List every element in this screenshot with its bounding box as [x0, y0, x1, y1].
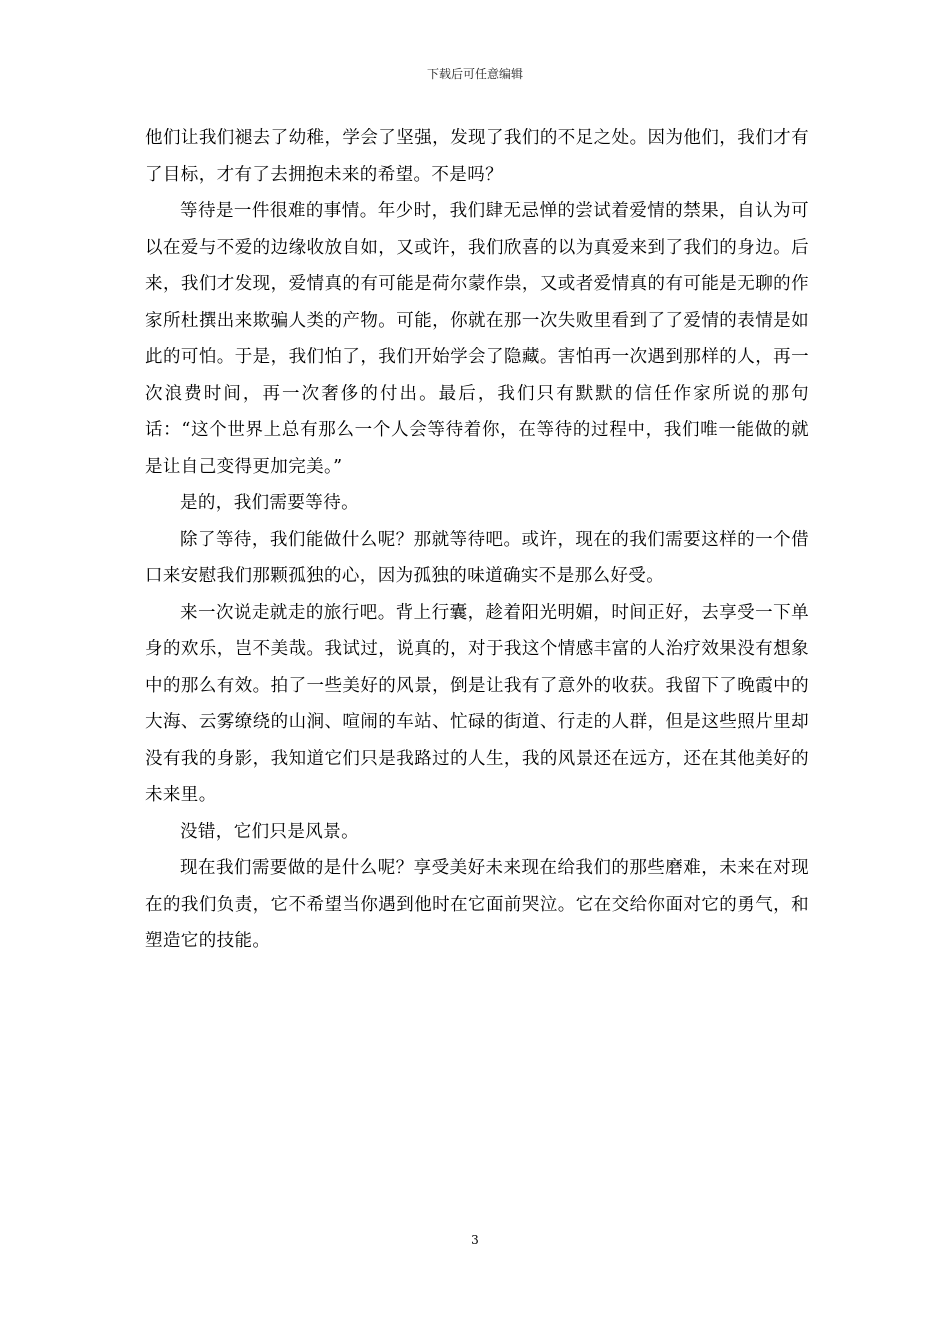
page-number: 3	[471, 1233, 479, 1247]
page-header: 下载后可任意编辑	[426, 67, 523, 81]
paragraph-7: 现在我们需要做的是什么呢？享受美好未来现在给我们的那些磨难，未来在对现在的我们负责，它不希望当你遇到他时在它面前哭泣。它在交给你面对它的勇气，和塑造它的技能。	[145, 858, 809, 951]
paragraph-4: 除了等待，我们能做什么呢？那就等待吧。或许，现在的我们需要这样的一个借口来安慰我们那颗孤独的心，因为孤独的味道确实不是那么好受。	[145, 529, 809, 586]
paragraph-5: 来一次说走就走的旅行吧。背上行囊，趁着阳光明媚，时间正好，去享受一下单身的欢乐，岂不美哉。我试过，说真的，对于我这个情感丰富的人治疗效果没有想象中的那么有效。拍了一些美好的风景，倒是让我有了意外的收获。我留下了晚霞中的大海、云雾缭绕的山涧、喧闹的车站、忙碌的街道、行走的人群，但是这些照片里却没有我的身影，我知道它们只是我路过的人生，我的风景还在远方，还在其他美好的未来里。	[145, 602, 809, 805]
paragraph-1: 他们让我们褪去了幼稚，学会了坚强，发现了我们的不足之处。因为他们，我们才有了目标，才有了去拥抱未来的希望。不是吗？	[145, 128, 809, 185]
paragraph-3: 是的，我们需要等待。	[180, 493, 359, 513]
paragraph-2: 等待是一件很难的事情。年少时，我们肆无忌惮的尝试着爱情的禁果，自认为可以在爱与不爱的边缘收放自如，又或许，我们欣喜的以为真爱来到了我们的身边。后来，我们才发现，爱情真的有可能是荷尔蒙作祟，又或者爱情真的有可能是无聊的作家所杜撰出来欺骗人类的产物。可能，你就在那一次失败里看到了了爱情的表情是如此的可怕。于是，我们怕了，我们开始学会了隐藏。害怕再一次遇到那样的人，再一次浪费时间，再一次奢侈的付出。最后，我们只有默默的信任作家所说的那句话：“这个世界上总有那么一个人会等待着你，在等待的过程中，我们唯一能做的就是让自己变得更加完美。”	[145, 201, 809, 477]
paragraph-6: 没错，它们只是风景。	[180, 821, 359, 842]
document-body	[145, 120, 809, 960]
